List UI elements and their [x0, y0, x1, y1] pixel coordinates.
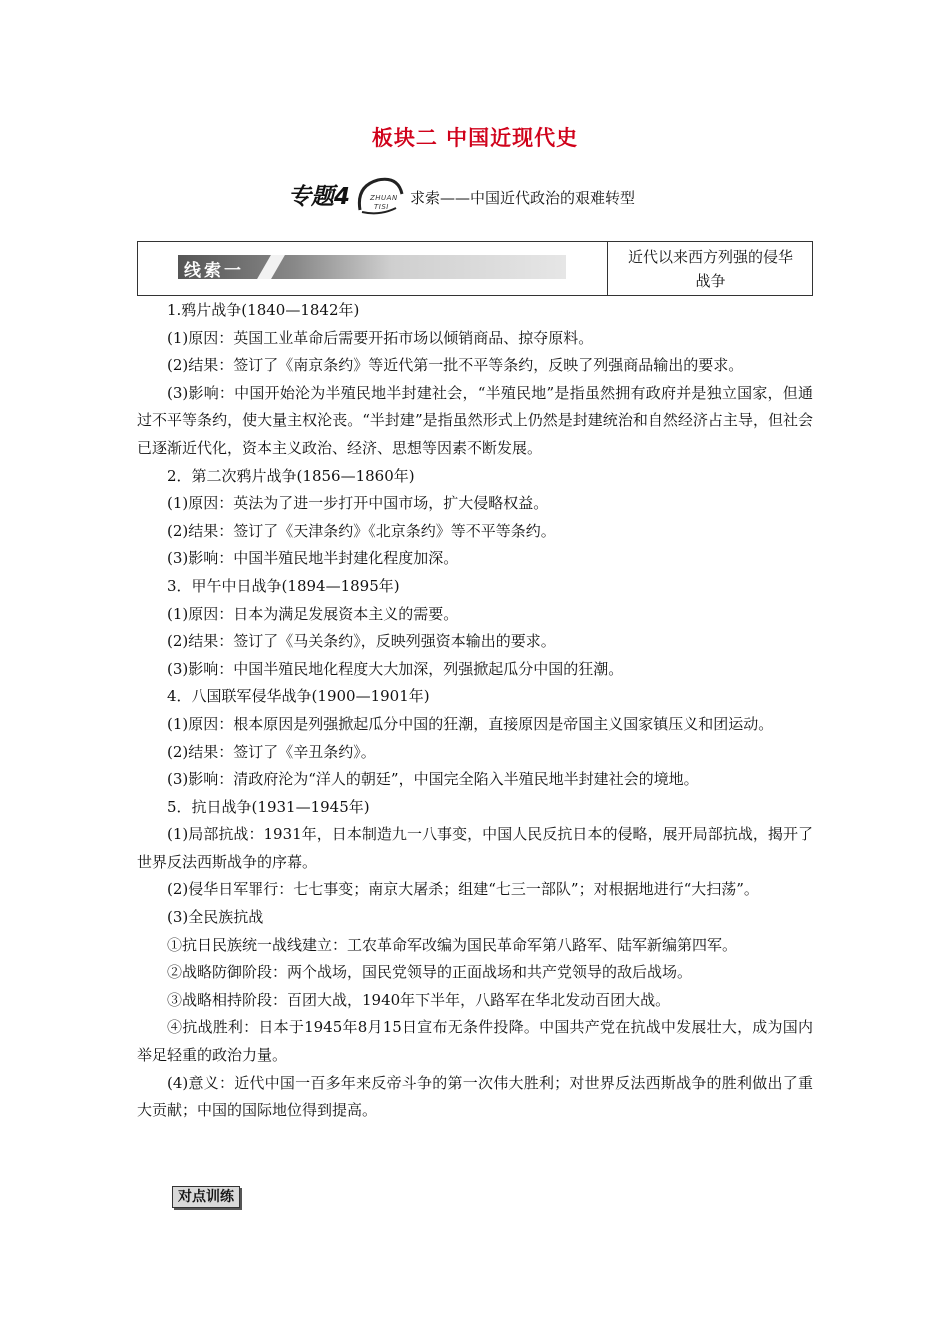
paragraph: (2)结果：签订了《南京条约》等近代第一批不平等条约，反映了列强商品输出的要求。: [167, 356, 744, 375]
paragraph: 1.鸦片战争(1840—1842年): [167, 301, 360, 319]
paragraph: ①抗日民族统一战线建立：工农革命军改编为国民革命军第八路军、陆军新编第四军。: [167, 935, 738, 954]
clue-banner-label: 线索一: [184, 261, 244, 281]
topic-subtitle: 求索——中国近代政治的艰难转型: [410, 189, 636, 207]
paragraph: (1)局部抗战：1931年，日本制造九一八事变，中国人民反抗日本的侵略，展开局部抗战，揭开了世界反法西斯战争的序幕。: [137, 825, 813, 871]
paragraph: ②战略防御阶段：两个战场，国民党领导的正面战场和共产党领导的敌后战场。: [167, 963, 693, 982]
clue-banner-cell: [138, 242, 608, 295]
paragraph: (1)原因：英国工业革命后需要开拓市场以倾销商品、掠夺原料。: [167, 328, 594, 347]
clue-banner-slash: [257, 255, 285, 279]
paragraph: (1)原因：日本为满足发展资本主义的需要。: [167, 604, 459, 623]
paragraph: 5．抗日战争(1931—1945年): [167, 797, 370, 816]
content-body: [137, 297, 813, 1125]
clue-box: [137, 241, 813, 296]
paragraph: 3．甲午中日战争(1894—1895年): [167, 576, 400, 595]
practice-label: 对点训练: [172, 1186, 240, 1208]
paragraph: (4)意义：近代中国一百多年来反帝斗争的第一次伟大胜利；对世界反法西斯战争的胜利做出了重大贡献；中国的国际地位得到提高。: [137, 1073, 813, 1120]
paragraph: (1)原因：根本原因是列强掀起瓜分中国的狂潮，直接原因是帝国主义国家镇压义和团运动。: [167, 714, 774, 733]
paragraph: (3)影响：中国半殖民地化程度大大加深，列强掀起瓜分中国的狂潮。: [167, 659, 624, 678]
paragraph: 2．第二次鸦片战争(1856—1860年): [167, 466, 415, 485]
paragraph: (3)影响：中国开始沦为半殖民地半封建社会，“半殖民地”是指虽然拥有政府并是独立国家，但通过不平等条约，使大量主权沦丧。“半封建”是指虽然形式上仍然是封建统治和自然经济占主导，但社会已逐渐近代化，资本主义政治、经济、思想等因素不断发展。: [137, 383, 813, 457]
paragraph: ④抗战胜利：日本于1945年8月15日宣布无条件投降。中国共产党在抗战中发展壮大，成为国内举足轻重的政治力量。: [137, 1018, 813, 1065]
topic-english-1: ZHUAN: [370, 194, 398, 202]
section-title: 板块二 中国近现代史: [371, 125, 579, 150]
paragraph: 4．八国联军侵华战争(1900—1901年): [167, 687, 430, 706]
clue-title: 近代以来西方列强的侵华战争: [627, 247, 793, 290]
paragraph: (2)结果：签订了《马关条约》，反映列强资本输出的要求。: [167, 632, 556, 651]
topic-english-2: TISI: [374, 203, 389, 211]
paragraph: (2)结果：签订了《天津条约》《北京条约》等不平等条约。: [167, 521, 556, 540]
paragraph: (3)全民族抗战: [167, 908, 264, 927]
topic-label: 专题4: [288, 184, 351, 210]
paragraph: (2)侵华日军罪行：七七事变；南京大屠杀；组建“七三一部队”；对根据地进行“大扫荡”。: [167, 880, 759, 899]
paragraph: (3)影响：清政府沦为“洋人的朝廷”，中国完全陷入半殖民地半封建社会的境地。: [167, 770, 699, 789]
paragraph: (1)原因：英法为了进一步打开中国市场，扩大侵略权益。: [167, 494, 549, 513]
paragraph: ③战略相持阶段：百团大战，1940年下半年，八路军在华北发动百团大战。: [167, 990, 671, 1009]
paragraph: (3)影响：中国半殖民地半封建化程度加深。: [167, 549, 459, 568]
clue-banner: [178, 255, 566, 279]
topic-header: [288, 176, 708, 216]
paragraph: (2)结果：签订了《辛丑条约》。: [167, 742, 376, 761]
